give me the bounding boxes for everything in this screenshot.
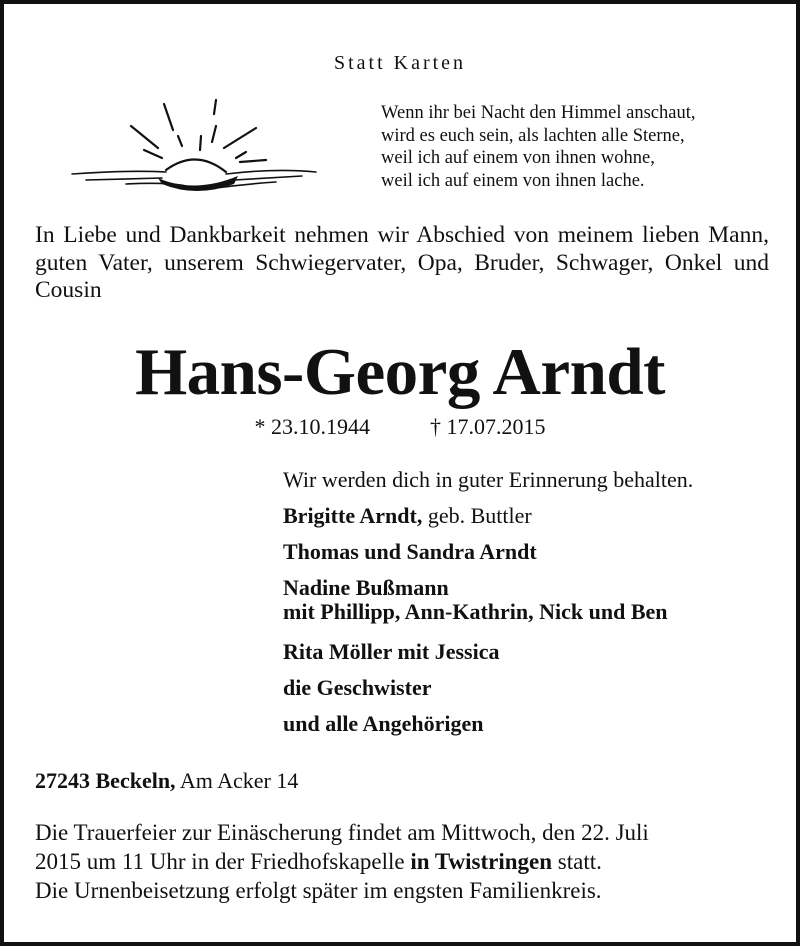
poem-line: wird es euch sein, als lachten alle Sterne,	[381, 125, 685, 146]
spouse-name: Brigitte Arndt,	[283, 503, 423, 528]
spouse-maiden-name: geb. Buttler	[422, 503, 532, 528]
funeral-line	[35, 847, 649, 876]
mourner-daughter: Nadine Bußmann	[283, 575, 449, 600]
funeral-info	[35, 818, 649, 905]
mourner-siblings: die Geschwister	[283, 675, 432, 700]
address-city: 27243 Beckeln,	[35, 768, 176, 793]
rising-sun-icon	[66, 92, 322, 200]
mourner-rita: Rita Möller mit Jessica	[283, 639, 500, 664]
mourners-intro: Wir werden dich in guter Erinnerung behalten.	[283, 467, 694, 492]
death-date: † 17.07.2015	[430, 414, 546, 439]
birth-date: * 23.10.1944	[254, 414, 370, 439]
life-dates	[4, 414, 796, 440]
poem	[381, 102, 695, 192]
funeral-text: 2015 um 11 Uhr in der Friedhofskapelle	[35, 849, 411, 874]
funeral-line: Die Trauerfeier zur Einäscherung findet am Mittwoch, den 22. Juli	[35, 820, 649, 845]
poem-line: weil ich auf einem von ihnen lache.	[381, 170, 645, 191]
mourner-children: Thomas und Sandra Arndt	[283, 539, 537, 564]
mourner-grandchildren: mit Phillipp, Ann-Kathrin, Nick und Ben	[283, 599, 668, 624]
poem-line: weil ich auf einem von ihnen wohne,	[381, 148, 655, 168]
intro-text: In Liebe und Dankbarkeit nehmen wir Abschied von meinem lieben Mann, guten Vater, unserem Schwiegervater, Opa, Bruder, Schwager, Onkel und Cousin	[35, 222, 769, 303]
deceased-name: Hans-Georg Arndt	[135, 335, 665, 409]
funeral-place: in Twistringen	[410, 849, 553, 874]
funeral-text: statt.	[552, 849, 602, 874]
mourner-spouse	[283, 498, 693, 534]
funeral-line: Die Urnenbeisetzung erfolgt später im engsten Familienkreis.	[35, 878, 602, 903]
header-statt-karten: Statt Karten	[333, 52, 467, 74]
mourners-list	[283, 462, 693, 742]
address-street: Am Acker 14	[175, 768, 299, 793]
poem-line: Wenn ihr bei Nacht den Himmel anschaut,	[381, 103, 696, 123]
mourner-relatives: und alle Angehörigen	[283, 711, 484, 736]
address	[35, 768, 298, 794]
